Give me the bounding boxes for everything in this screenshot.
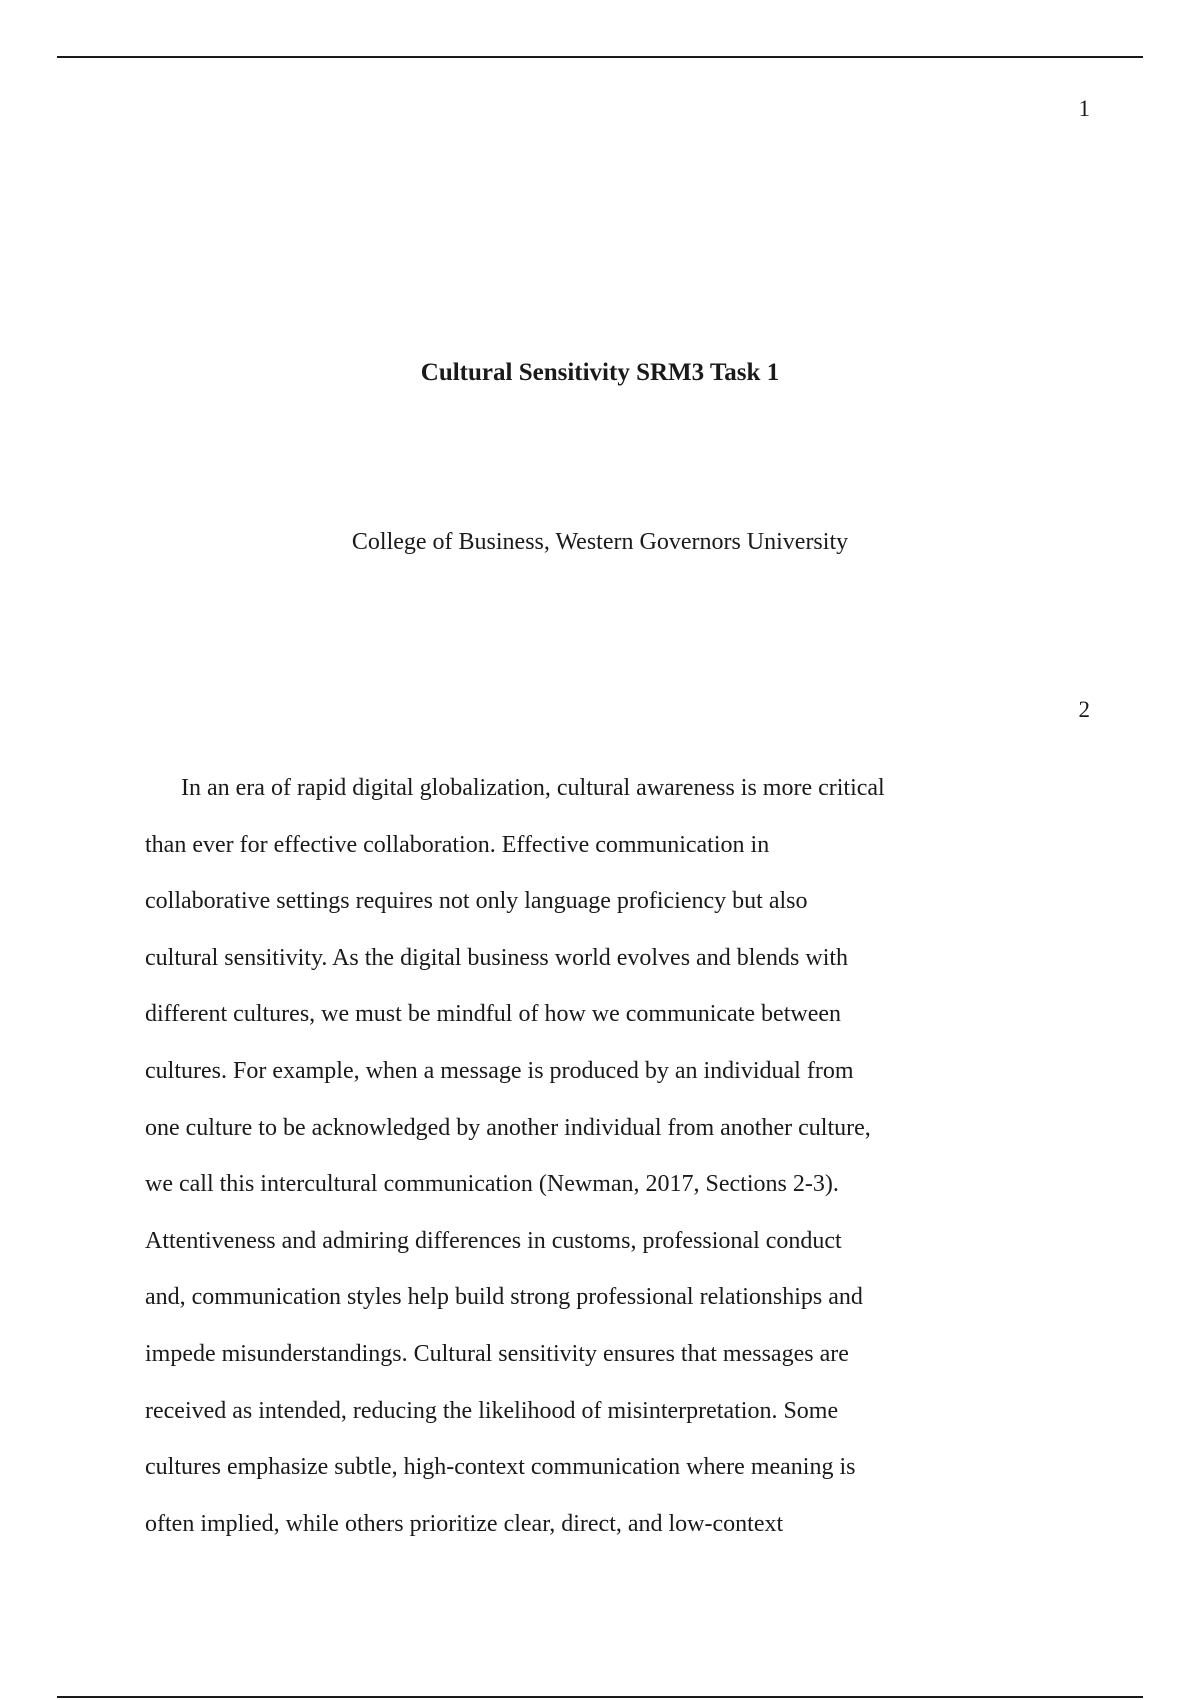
- body-paragraph: [145, 760, 1075, 1552]
- paragraph-line: In an era of rapid digital globalization, cultural awareness is more critical: [181, 775, 885, 801]
- paragraph-line: collaborative settings requires not only language proficiency but also: [145, 888, 808, 915]
- document-title: Cultural Sensitivity SRM3 Task 1: [420, 359, 780, 386]
- paragraph-line: Attentiveness and admiring differences in customs, professional conduct: [145, 1227, 842, 1254]
- paragraph-line: often implied, while others prioritize clear, direct, and low-context: [145, 1510, 784, 1537]
- paragraph-line: received as intended, reducing the likelihood of misinterpretation. Some: [145, 1397, 839, 1424]
- paragraph-line: and, communication styles help build strong professional relationships and: [145, 1284, 863, 1311]
- paragraph-line: impede misunderstandings. Cultural sensitivity ensures that messages are: [145, 1340, 849, 1367]
- paragraph-line: cultures emphasize subtle, high-context communication where meaning is: [145, 1454, 856, 1481]
- paragraph-line: cultures. For example, when a message is produced by an individual from: [145, 1057, 854, 1084]
- author-affiliation: College of Business, Western Governors University: [351, 529, 849, 555]
- page-top-rule: [57, 56, 1143, 58]
- page-number-1: 1: [1078, 96, 1090, 121]
- page-number-2: 2: [1078, 697, 1090, 722]
- paragraph-line: cultural sensitivity. As the digital business world evolves and blends with: [145, 944, 849, 971]
- paragraph-line: one culture to be acknowledged by another individual from another culture,: [145, 1114, 871, 1141]
- paragraph-line: we call this intercultural communication (Newman, 2017, Sections 2-3).: [145, 1171, 839, 1198]
- page-bottom-rule: [57, 1696, 1143, 1698]
- paragraph-line: than ever for effective collaboration. Effective communication in: [145, 831, 770, 858]
- paragraph-line: different cultures, we must be mindful of how we communicate between: [145, 1001, 842, 1028]
